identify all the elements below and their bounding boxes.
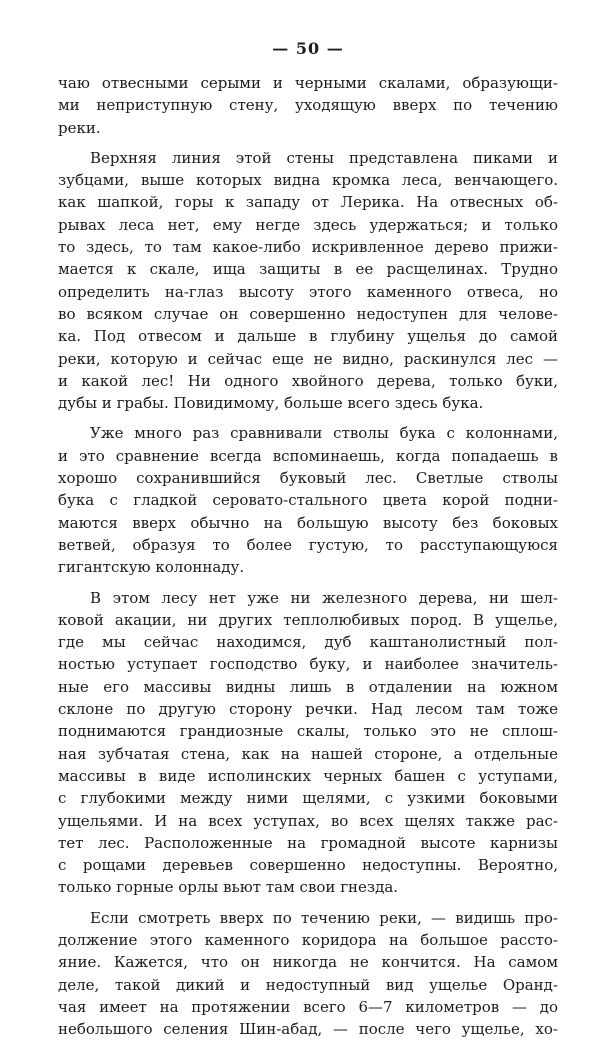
text-line: яние. Кажется, что он никогда не кончится. На самом	[58, 953, 558, 972]
book-page	[58, 38, 558, 1048]
text-line: Уже много раз сравнивали стволы бука с колоннами,	[90, 424, 558, 443]
text-line: Если смотреть вверх по течению реки, — видишь про-	[90, 908, 558, 927]
text-line: ми неприступную стену, уходящую вверх по течению	[58, 96, 558, 115]
text-line: дубы и грабы. Повидимому, больше всего здесь бука.	[58, 394, 484, 413]
text-line: только горные орлы вьют там свои гнезда.	[58, 878, 399, 897]
text-line: и это сравнение всегда вспоминаешь, когда попадаешь в	[58, 446, 558, 465]
text-line: ные его массивы видны лишь в отдалении на южном	[58, 677, 558, 696]
text-line: с рощами деревьев совершенно недоступны. Вероятно,	[58, 856, 558, 875]
text-line: определить на-глаз высоту этого каменного отвеса, но	[58, 282, 558, 301]
text-line: поднимаются грандиозные скалы, только это не сплош-	[58, 722, 558, 741]
paragraph-1	[58, 72, 558, 139]
text-line: с глубокими между ними щелями, с узкими боковыми	[58, 789, 558, 808]
text-line: небольшого селения Шин-абад, — после чего ущелье, хо-	[58, 1020, 558, 1039]
paragraph-4	[58, 587, 558, 899]
text-line: реки, которую и сейчас еще не видно, раскинулся лес —	[58, 349, 558, 368]
page-number: — 50 —	[272, 39, 344, 58]
text-line: бука с гладкой серовато-стального цвета корой подни-	[58, 491, 558, 510]
text-line: чаю отвесными серыми и черными скалами, образующи-	[58, 74, 558, 92]
text-line: ностью уступает господство буку, и наиболее значитель-	[58, 655, 558, 674]
text-line: В этом лесу нет уже ни железного дерева, ни шел-	[90, 588, 558, 607]
text-line: ка. Под отвесом и дальше в глубину ущелья до самой	[58, 327, 558, 346]
paragraph-5	[58, 907, 558, 1041]
text-line: ковой акации, ни других теплолюбивых пород. В ущелье,	[58, 610, 558, 629]
text-line: рывах леса нет, ему негде здесь удержаться; и только	[58, 215, 558, 234]
text-line: чая имеет на протяжении всего 6—7 километров — до	[58, 997, 558, 1016]
text-line: массивы в виде исполинских черных башен с уступами,	[58, 766, 558, 785]
text-line: гигантскую колоннаду.	[58, 558, 245, 577]
text-line: где мы сейчас находимся, дуб каштанолистный пол-	[58, 633, 558, 652]
text-line: ная зубчатая стена, как на нашей стороне, а отдельные	[58, 744, 558, 763]
text-line: зубцами, выше которых видна кромка леса, венчающего.	[58, 171, 558, 190]
text-line: ветвей, образуя то более густую, то расступающуюся	[58, 535, 558, 554]
text-line: и какой лес! Ни одного хвойного дерева, только буки,	[58, 371, 558, 390]
text-line: маются вверх обычно на большую высоту без боковых	[58, 513, 558, 532]
text-line: склоне по другую сторону речки. Над лесом там тоже	[58, 700, 558, 719]
text-line: должение этого каменного коридора на большое рассто-	[58, 930, 558, 949]
text-line: ущельями. И на всех уступах, во всех щелях также рас-	[58, 811, 558, 830]
text-line: во всяком случае он совершенно недоступен для челове-	[58, 304, 558, 323]
text-line: деле, такой дикий и недоступный вид ущелье Оранд-	[58, 975, 558, 994]
text-line: реки.	[58, 118, 101, 137]
text-line: то здесь, то там какое-либо искривленное дерево прижи-	[58, 238, 558, 257]
text-line: как шапкой, горы к западу от Лерика. На отвесных об-	[58, 193, 558, 212]
paragraph-2	[58, 147, 558, 415]
text-line: Верхняя линия этой стены представлена пиками и	[90, 148, 558, 167]
text-line: хорошо сохранившийся буковый лес. Светлые стволы	[58, 469, 558, 488]
text-line: мается к скале, ища защиты в ее расщелинах. Трудно	[58, 260, 558, 279]
paragraph-3	[58, 422, 558, 578]
text-line: тет лес. Расположенные на громадной высоте карнизы	[58, 833, 558, 852]
